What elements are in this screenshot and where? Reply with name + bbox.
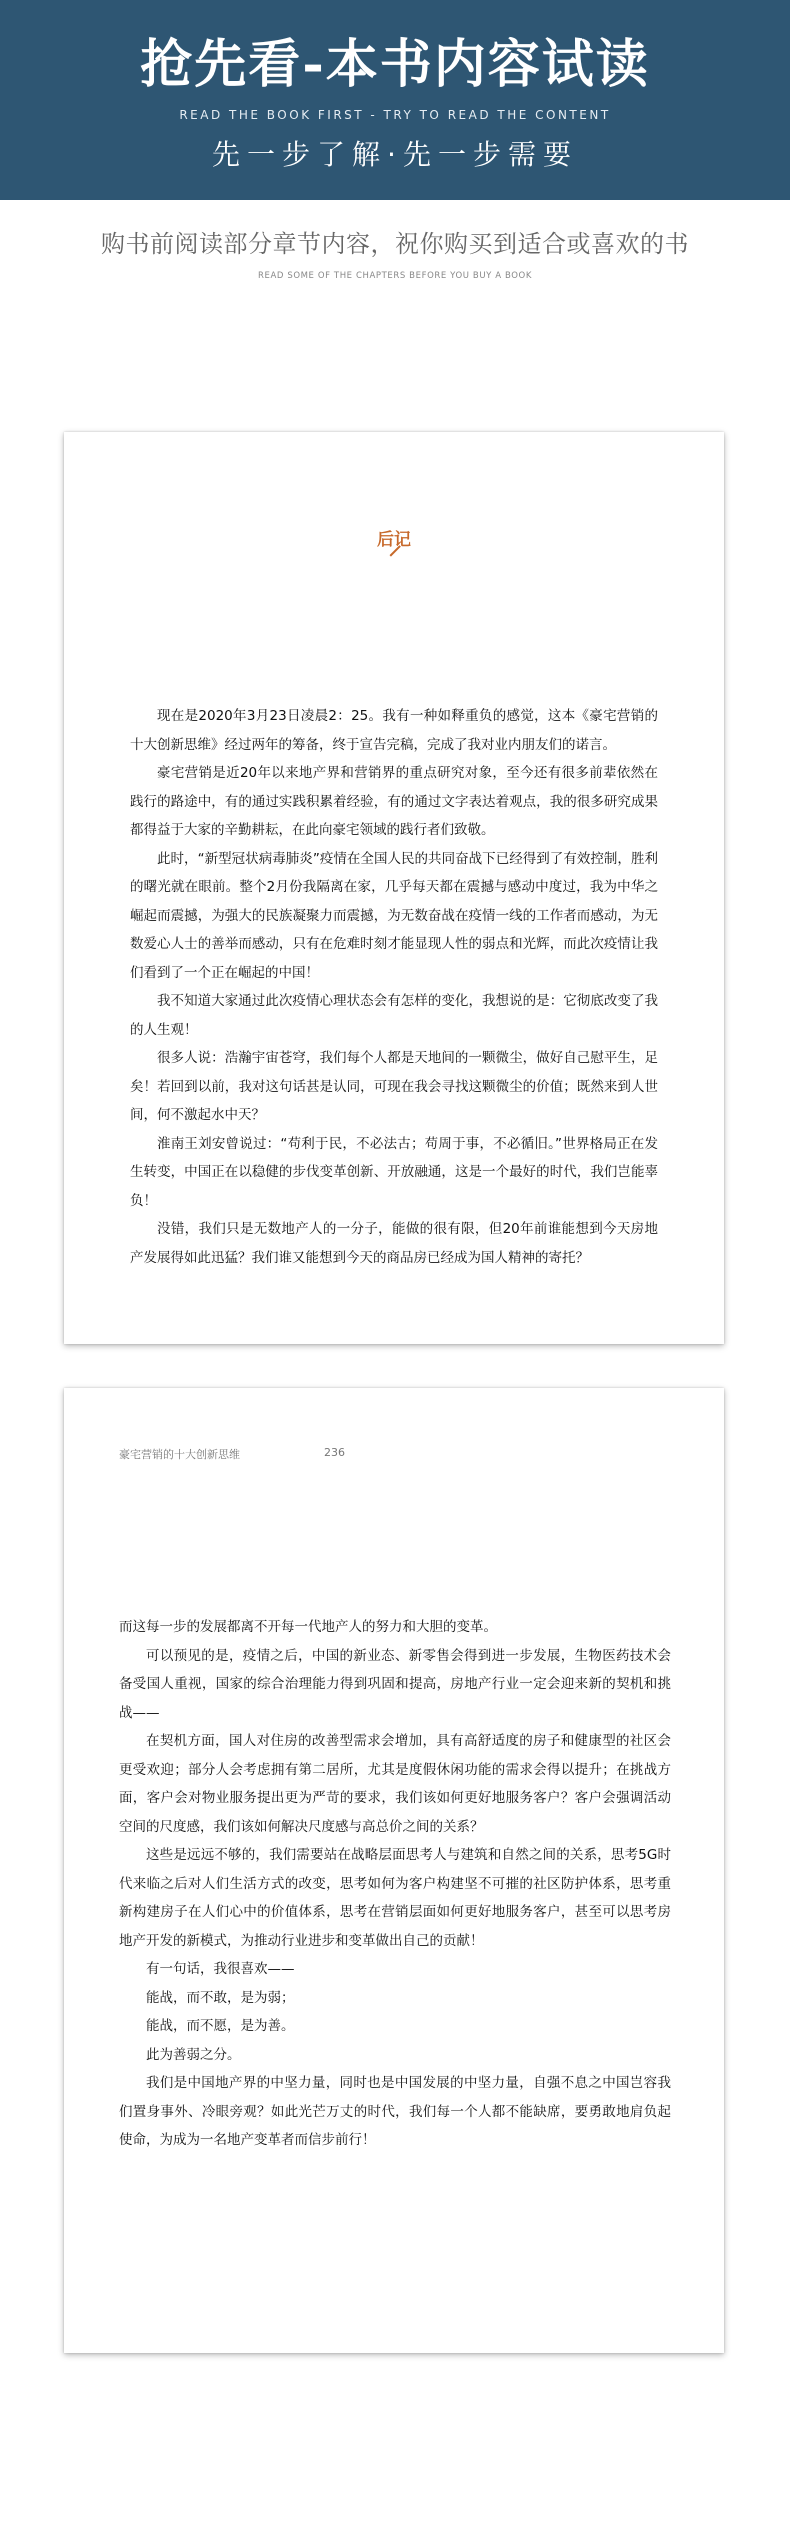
running-head: 豪宅营销的十大创新思维 [119, 1448, 240, 1461]
paragraph: 没错，我们只是无数地产人的一分子，能做的很有限，但20年前谁能想到今天房地产发展得如此迅猛？我们谁又能想到今天的商品房已经成为国人精神的寄托？ [130, 1221, 658, 1266]
paragraph: 我不知道大家通过此次疫情心理状态会有怎样的变化，我想说的是：它彻底改变了我的人生观！ [130, 993, 658, 1038]
paragraph: 而这每一步的发展都离不开每一代地产人的努力和大胆的变革。 [119, 1619, 497, 1635]
book-page-afterword [64, 432, 724, 1344]
paragraph: 豪宅营销是近20年以来地产界和营销界的重点研究对象，至今还有很多前辈依然在践行的路途中，有的通过实践积累着经验，有的通过文字表达着观点，我的很多研究成果都得益于大家的辛勤耕耘，在此向豪宅领域的践行者们致敬。 [130, 765, 658, 838]
page-number: 236 [324, 1446, 345, 1459]
paragraph: 我们是中国地产界的中坚力量，同时也是中国发展的中坚力量，自强不息之中国岂容我们置身事外、冷眼旁观？如此光芒万丈的时代，我们每一个人都不能缺席，要勇敢地肩负起使命，为成为一名地产变革者而信步前行！ [119, 2075, 671, 2148]
banner-subtitle-en: READ THE BOOK FIRST - TRY TO READ THE CONTENT [179, 108, 611, 122]
paragraph: 淮南王刘安曾说过：“苟利于民，不必法古；苟周于事，不必循旧。”世界格局正在发生转变，中国正在以稳健的步伐变革创新、开放融通，这是一个最好的时代，我们岂能辜负！ [130, 1135, 658, 1209]
banner-slogan: 先一步了解·先一步需要 [212, 138, 578, 171]
paragraph: 此时，“新型冠状病毒肺炎”疫情在全国人民的共同奋战下已经得到了有效控制，胜利的曙光就在眼前。整个2月份我隔离在家，几乎每天都在震撼与感动中度过，我为中华之崛起而震撼，为强大的民族凝聚力而震撼，为无数奋战在疫情一线的工作者而感动，为无数爱心人士的善举而感动，只有在危难时刻才能显现人性的弱点和光辉，而此次疫情让我们看到了一个正在崛起的中国！ [130, 850, 658, 981]
paragraph: 这些是远远不够的，我们需要站在战略层面思考人与建筑和自然之间的关系，思考5G时代来临之后对人们生活方式的改变，思考如何为客户构建坚不可摧的社区防护体系，思考重新构建房子在人们心中的价值体系，思考在营销层面如何更好地服务客户，甚至可以思考房地产开发的新模式，为推动行业进步和变革做出自己的贡献！ [119, 1847, 671, 1949]
paragraph: 能战，而不愿，是为善。 [146, 2018, 295, 2034]
page-body-text [119, 1613, 671, 2155]
page-body-text [130, 702, 658, 1272]
paragraph: 现在是2020年3月23日凌晨2：25。我有一种如释重负的感觉，这本《豪宅营销的十大创新思维》经过两年的筹备，终于宣告完稿，完成了我对业内朋友们的诺言。 [130, 708, 658, 753]
paragraph: 很多人说：浩瀚宇宙苍穹，我们每个人都是天地间的一颗微尘，做好自己慰平生，足矣！若回到以前，我对这句话甚是认同，可现在我会寻找这颗微尘的价值；既然来到人世间，何不激起水中天？ [130, 1050, 658, 1123]
chapter-title: 后记 [377, 530, 411, 550]
header-banner [0, 0, 790, 200]
paragraph: 能战，而不敢，是为弱； [146, 1989, 295, 2006]
intro-text-en: READ SOME OF THE CHAPTERS BEFORE YOU BUY A BOOK [257, 271, 532, 281]
paragraph: 可以预见的是，疫情之后，中国的新业态、新零售会得到进一步发展，生物医药技术会备受国人重视，国家的综合治理能力得到巩固和提高，房地产行业一定会迎来新的契机和挑战—— [119, 1647, 671, 1721]
intro-text-cn: 购书前阅读部分章节内容，祝你购买到适合或喜欢的书 [101, 230, 689, 258]
book-page-236 [64, 1388, 724, 2353]
paragraph: 有一句话，我很喜欢—— [146, 1961, 295, 1977]
paragraph: 此为善弱之分。 [146, 2046, 241, 2063]
paragraph: 在契机方面，国人对住房的改善型需求会增加，具有高舒适度的房子和健康型的社区会更受欢迎；部分人会考虑拥有第二居所，尤其是度假休闲功能的需求会得以提升；在挑战方面，客户会对物业服务提出更为严苛的要求，我们该如何更好地服务客户？客户会强调活动空间的尺度感，我们该如何解决尺度感与高总价之间的关系？ [119, 1733, 671, 1835]
banner-title: 抢先看-本书内容试读 [140, 34, 650, 95]
